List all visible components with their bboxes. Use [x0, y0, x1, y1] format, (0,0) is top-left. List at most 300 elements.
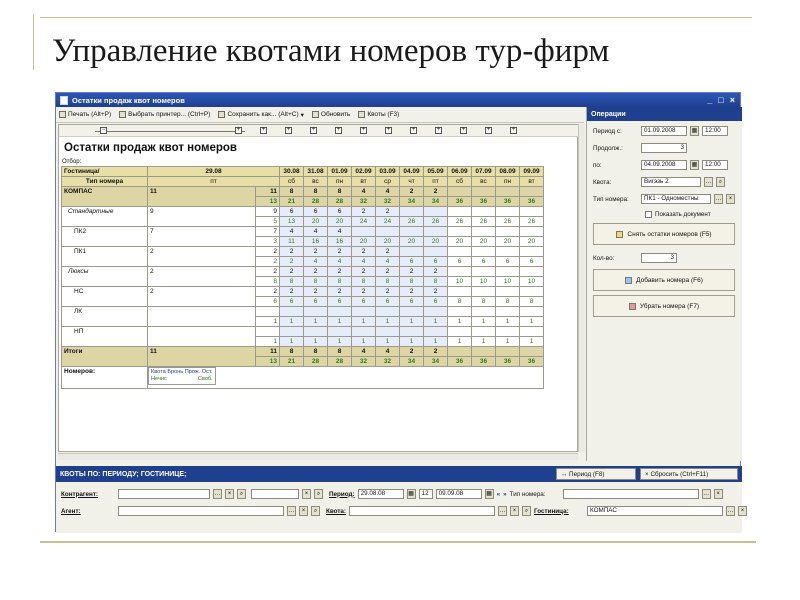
dropdown-arrow-icon: ▾ [300, 111, 304, 119]
day-cell [376, 307, 400, 317]
row-name: Стандартные [62, 207, 148, 227]
day-cell: 8 [376, 277, 400, 287]
quota-field[interactable]: Вигэзь 2 [641, 177, 701, 187]
select-icon[interactable]: … [703, 491, 710, 497]
day-cell: 2 [376, 267, 400, 277]
table-row [62, 347, 544, 357]
day-cell: 28 [304, 357, 328, 367]
window-title: Остатки продаж квот номеров [72, 95, 185, 105]
room-type-filter[interactable] [563, 489, 699, 499]
day-cell: 20 [472, 237, 496, 247]
add-rooms-button[interactable] [593, 269, 735, 291]
day-cell: 6 [376, 297, 400, 307]
day-cell [472, 187, 496, 197]
row-first-bottom: 5 [256, 217, 280, 227]
show-doc-label: Показать документ [655, 211, 711, 218]
agent-field[interactable] [118, 506, 284, 516]
close-button[interactable]: × [729, 95, 735, 105]
quota-filter[interactable] [349, 506, 495, 516]
select-icon[interactable]: … [715, 196, 722, 202]
expand-icon[interactable]: + [386, 127, 391, 133]
header-date: 07.09 [472, 167, 496, 177]
grouping-slider-track [95, 131, 245, 132]
report-title: Остатки продаж квот номеров [64, 142, 237, 154]
day-cell: 2 [352, 247, 376, 257]
day-cell: 1 [520, 337, 544, 347]
row-first-bottom: 1 [256, 337, 280, 347]
search-icon[interactable]: ⌕ [311, 506, 320, 516]
header-day: чт [400, 177, 424, 187]
header-day: пн [328, 177, 352, 187]
day-cell: 6 [496, 257, 520, 267]
count-field[interactable]: 3 [641, 253, 677, 263]
day-cell: 4 [376, 257, 400, 267]
reset-button[interactable] [640, 468, 738, 480]
day-cell: 20 [376, 237, 400, 247]
header-day: пт [424, 177, 448, 187]
hotel-filter[interactable]: КОМПАС [587, 506, 723, 516]
expand-icon[interactable]: + [286, 127, 291, 133]
day-cell [280, 307, 304, 317]
day-cell [304, 307, 328, 317]
header-first-date: 29.08 [148, 167, 280, 177]
header-date: 31.08 [304, 167, 328, 177]
day-cell: 13 [280, 217, 304, 227]
refresh-label: Обновить [320, 111, 351, 118]
day-cell: 6 [520, 257, 544, 267]
day-cell: 4 [328, 257, 352, 267]
remove-rest-label: Снять остатки номеров (F5) [627, 230, 712, 238]
day-cell [520, 227, 544, 237]
day-cell: 2 [328, 287, 352, 297]
expand-icon[interactable]: + [336, 127, 341, 133]
day-cell: 2 [352, 207, 376, 217]
day-cell: 1 [280, 337, 304, 347]
printer-select-icon [119, 111, 126, 118]
search-icon[interactable]: ⌕ [716, 177, 725, 187]
day-cell: 8 [280, 277, 304, 287]
document-icon [60, 96, 68, 105]
search-icon[interactable]: ⌕ [522, 506, 531, 516]
period-from-time-field[interactable]: 12:00 [702, 126, 728, 136]
header-date: 01.09 [328, 167, 352, 177]
period-label: Период: [329, 490, 355, 498]
room-type-filter-label: Тип номера: [509, 490, 546, 498]
slide-side-line [33, 14, 34, 70]
header-date: 02.09 [352, 167, 376, 177]
expand-icon[interactable]: + [511, 127, 516, 133]
day-cell: 8 [424, 277, 448, 287]
row-first-top [256, 327, 280, 337]
day-cell: 32 [376, 197, 400, 207]
day-cell [400, 227, 424, 237]
remove-rooms-button[interactable] [593, 295, 735, 317]
select-icon[interactable]: … [727, 508, 734, 514]
period-to-filter[interactable]: 09.09.08 [436, 489, 482, 499]
day-cell: 8 [328, 277, 352, 287]
duration-row [593, 143, 687, 153]
period-arrows-icon: ↔ [561, 470, 570, 478]
select-icon[interactable]: … [214, 491, 221, 497]
toolbar [56, 107, 584, 123]
day-cell [448, 227, 472, 237]
day-cell: 16 [304, 237, 328, 247]
day-cell: 8 [304, 277, 328, 287]
day-cell: 1 [304, 337, 328, 347]
day-cell [520, 287, 544, 297]
day-cell: 21 [280, 357, 304, 367]
grouping-ruler [59, 125, 579, 137]
day-cell [304, 327, 328, 337]
day-cell: 2 [304, 287, 328, 297]
table-row [62, 307, 544, 317]
clear-icon[interactable]: × [225, 489, 234, 499]
day-cell: 21 [280, 197, 304, 207]
day-cell: 6 [304, 297, 328, 307]
room-type-label: Тип номера: [593, 195, 629, 203]
legend-cell [148, 367, 544, 389]
day-cell: 36 [472, 197, 496, 207]
day-cell: 8 [448, 297, 472, 307]
day-cell: 8 [280, 187, 304, 197]
day-cell: 2 [352, 267, 376, 277]
period-from-filter[interactable]: 29.08.08 [358, 489, 404, 499]
day-cell [352, 327, 376, 337]
day-cell: 28 [328, 357, 352, 367]
header-date: 09.09 [520, 167, 544, 177]
day-cell [472, 227, 496, 237]
day-cell: 1 [424, 337, 448, 347]
expand-icon[interactable]: + [461, 127, 466, 133]
period-to-label: по: [593, 161, 602, 169]
header-hotel: Гостиница/ [62, 167, 148, 177]
day-cell [496, 347, 520, 357]
day-cell: 34 [424, 357, 448, 367]
add-rooms-label: Добавить номера (F6) [636, 276, 703, 284]
day-cell: 36 [448, 357, 472, 367]
day-cell [496, 187, 520, 197]
row-first-top: 2 [256, 267, 280, 277]
day-cell [520, 207, 544, 217]
day-cell [400, 327, 424, 337]
row-name: Итоги [62, 347, 148, 367]
day-cell: 8 [520, 297, 544, 307]
day-cell: 2 [376, 207, 400, 217]
day-cell: 36 [520, 197, 544, 207]
row-first-top: 7 [256, 227, 280, 237]
day-cell: 2 [424, 287, 448, 297]
day-cell: 1 [400, 317, 424, 327]
day-cell: 2 [400, 187, 424, 197]
expand-icon[interactable]: + [236, 127, 241, 133]
day-cell [472, 287, 496, 297]
row-first-bottom: 3 [256, 237, 280, 247]
day-cell [472, 247, 496, 257]
calendar-icon[interactable]: ▦ [486, 491, 492, 497]
day-cell: 6 [400, 297, 424, 307]
header-day: вс [304, 177, 328, 187]
row-total [148, 327, 256, 347]
header-date: 30.08 [280, 167, 304, 177]
window-titlebar [56, 93, 740, 107]
row-first-top: 2 [256, 247, 280, 257]
count-row [593, 253, 677, 263]
day-cell: 4 [304, 257, 328, 267]
clear-icon[interactable]: × [726, 194, 735, 204]
row-name: НС [62, 287, 148, 307]
day-cell: 24 [352, 217, 376, 227]
duration-field[interactable]: 3 [641, 143, 687, 153]
clear-icon[interactable]: × [302, 489, 311, 499]
legend-label: Номеров: [62, 367, 148, 389]
row-total: 7 [148, 227, 256, 247]
show-doc-checkbox[interactable] [645, 211, 652, 218]
day-cell: 26 [448, 217, 472, 227]
select-printer-label: Выбрать принтер... (Ctrl+P) [128, 111, 211, 118]
row-name: ПК1 [62, 247, 148, 267]
day-cell: 6 [424, 297, 448, 307]
day-cell [520, 247, 544, 257]
day-cell: 1 [472, 317, 496, 327]
reset-button-label: Сбросить (Ctrl+F11) [650, 470, 709, 478]
header-date: 06.09 [448, 167, 472, 177]
day-cell [496, 247, 520, 257]
calendar-icon[interactable]: ▦ [408, 491, 414, 497]
next-period-icon[interactable]: » [503, 490, 507, 498]
remove-icon [629, 303, 636, 310]
contractor-field-2[interactable] [251, 489, 299, 499]
row-first-bottom: 8 [256, 277, 280, 287]
expand-icon[interactable]: + [361, 127, 366, 133]
day-cell: 36 [448, 197, 472, 207]
day-cell: 2 [304, 247, 328, 257]
day-cell: 4 [304, 227, 328, 237]
period-button[interactable] [556, 468, 636, 480]
day-cell: 1 [328, 317, 352, 327]
day-cell: 8 [328, 347, 352, 357]
add-icon [625, 277, 632, 284]
quotas-filter-title: КВОТЫ ПО: ПЕРИОДУ; ГОСТИНИЦЕ; [60, 470, 187, 478]
day-cell: 10 [520, 277, 544, 287]
day-cell: 1 [352, 317, 376, 327]
table-row [62, 327, 544, 337]
day-cell: 1 [424, 317, 448, 327]
vertical-scrollbar[interactable] [578, 124, 585, 452]
day-cell: 6 [352, 297, 376, 307]
day-cell: 1 [304, 317, 328, 327]
slide-title: Управление квотами номеров тур-фирм [52, 33, 610, 69]
select-icon[interactable]: … [705, 179, 712, 185]
day-cell [424, 227, 448, 237]
clear-icon[interactable]: × [510, 506, 519, 516]
day-cell: 6 [328, 207, 352, 217]
show-doc-row [645, 211, 711, 218]
day-cell: 16 [328, 237, 352, 247]
slide-top-line [40, 17, 752, 18]
header-day: сб [280, 177, 304, 187]
header-first-day: пт [148, 177, 280, 187]
row-total [148, 307, 256, 327]
day-cell: 6 [448, 257, 472, 267]
day-cell: 20 [400, 237, 424, 247]
select-printer-button[interactable] [119, 111, 210, 118]
legend-line-2: Нечис Своб. [151, 376, 213, 382]
day-cell: 1 [352, 337, 376, 347]
minimize-button[interactable]: _ [707, 95, 713, 105]
expand-icon[interactable]: + [486, 127, 491, 133]
day-cell: 6 [472, 257, 496, 267]
day-cell: 2 [424, 187, 448, 197]
room-type-field[interactable]: ПК1 - Одноместны [641, 194, 711, 204]
header-day: вт [520, 177, 544, 187]
day-cell: 36 [520, 357, 544, 367]
row-name: Люксы [62, 267, 148, 287]
period-to-time-field[interactable]: 12:00 [702, 160, 728, 170]
day-cell: 4 [376, 187, 400, 197]
day-cell: 1 [400, 337, 424, 347]
quotas-filter-bar [56, 466, 742, 482]
print-button[interactable] [59, 111, 111, 118]
day-cell: 32 [352, 357, 376, 367]
day-cell [448, 347, 472, 357]
refresh-button[interactable] [312, 111, 350, 118]
search-icon[interactable]: ⌕ [314, 489, 323, 499]
expand-icon[interactable]: + [261, 127, 266, 133]
row-total: 2 [148, 247, 256, 267]
select-icon[interactable]: … [288, 508, 295, 514]
day-cell [328, 307, 352, 317]
day-cell: 1 [448, 317, 472, 327]
header-day: вт [352, 177, 376, 187]
day-cell: 1 [448, 337, 472, 347]
duration-label: Продолж.: [593, 144, 623, 152]
day-cell [520, 327, 544, 337]
remove-rest-button[interactable] [593, 223, 735, 245]
day-cell: 24 [376, 217, 400, 227]
search-icon[interactable]: ⌕ [237, 489, 246, 499]
day-cell: 4 [352, 257, 376, 267]
collapse-knob[interactable]: − [101, 127, 106, 133]
agent-label: Агент: [61, 507, 81, 515]
day-cell: 26 [496, 217, 520, 227]
header-date: 03.09 [376, 167, 400, 177]
day-cell: 26 [472, 217, 496, 227]
day-cell: 2 [328, 247, 352, 257]
room-type-row [593, 194, 735, 204]
day-cell: 2 [400, 347, 424, 357]
day-cell: 1 [496, 317, 520, 327]
day-cell [352, 307, 376, 317]
day-cell [400, 307, 424, 317]
maximize-button[interactable]: □ [718, 95, 724, 105]
day-cell: 10 [472, 277, 496, 287]
clear-icon[interactable]: × [299, 506, 308, 516]
row-total: 9 [148, 207, 256, 227]
row-first-bottom: 13 [256, 357, 280, 367]
day-cell: 28 [304, 197, 328, 207]
printer-icon [59, 111, 66, 118]
save-as-button[interactable] [218, 111, 303, 119]
day-cell: 6 [400, 257, 424, 267]
prev-period-icon[interactable]: « [496, 490, 501, 498]
day-cell: 10 [496, 277, 520, 287]
row-name: КОМПАС [62, 187, 148, 207]
day-cell [496, 287, 520, 297]
clear-icon[interactable]: × [738, 506, 747, 516]
day-cell: 26 [400, 217, 424, 227]
day-cell [424, 307, 448, 317]
header-day: пн [496, 177, 520, 187]
remove-rooms-label: Убрать номера (F7) [639, 302, 700, 310]
row-total: 2 [148, 287, 256, 307]
day-cell: 32 [352, 197, 376, 207]
day-cell: 2 [352, 287, 376, 297]
day-cell [424, 247, 448, 257]
day-cell: 8 [472, 297, 496, 307]
quotas-button[interactable] [358, 111, 399, 118]
table-row [62, 267, 544, 277]
calendar-icon[interactable]: ▦ [691, 128, 698, 134]
period-from-field[interactable]: 01.09.2008 [641, 126, 687, 136]
day-cell [496, 227, 520, 237]
header-day: ср [376, 177, 400, 187]
day-cell [520, 307, 544, 317]
day-cell: 28 [328, 197, 352, 207]
row-first-bottom: 6 [256, 297, 280, 307]
contractor-label: Контрагент: [61, 490, 99, 498]
clear-icon[interactable]: × [714, 489, 723, 499]
day-cell [328, 327, 352, 337]
app-window [55, 92, 745, 532]
day-cell: 2 [376, 287, 400, 297]
day-cell [448, 267, 472, 277]
print-label: Печать (Alt+P) [68, 111, 112, 118]
row-name: НП [62, 327, 148, 347]
expand-icon[interactable]: + [411, 127, 416, 133]
operations-title: Операции [587, 107, 742, 121]
slide-bottom-line [40, 541, 756, 543]
day-cell: 8 [304, 347, 328, 357]
period-time-filter[interactable]: 12 [419, 489, 433, 499]
quota-row [593, 177, 725, 187]
day-cell [400, 247, 424, 257]
day-cell: 8 [304, 187, 328, 197]
day-cell [448, 207, 472, 217]
day-cell: 6 [424, 257, 448, 267]
day-cell: 1 [472, 337, 496, 347]
expand-icon[interactable]: + [436, 127, 441, 133]
day-cell: 20 [496, 237, 520, 247]
day-cell [496, 307, 520, 317]
day-cell: 20 [448, 237, 472, 247]
day-cell: 1 [280, 317, 304, 327]
day-cell [280, 327, 304, 337]
expand-icon[interactable]: + [311, 127, 316, 133]
day-cell: 34 [424, 197, 448, 207]
period-to-field[interactable]: 04.09.2008 [641, 160, 687, 170]
day-cell [472, 307, 496, 317]
period-button-label: Период (F8) [569, 470, 605, 478]
day-cell: 2 [424, 347, 448, 357]
calendar-icon[interactable]: ▦ [691, 162, 698, 168]
select-icon[interactable]: … [499, 508, 506, 514]
horizontal-scrollbar[interactable] [58, 453, 578, 460]
day-cell [352, 227, 376, 237]
day-cell [496, 267, 520, 277]
contractor-field[interactable] [118, 489, 210, 499]
day-cell: 4 [280, 227, 304, 237]
row-first-bottom: 2 [256, 257, 280, 267]
